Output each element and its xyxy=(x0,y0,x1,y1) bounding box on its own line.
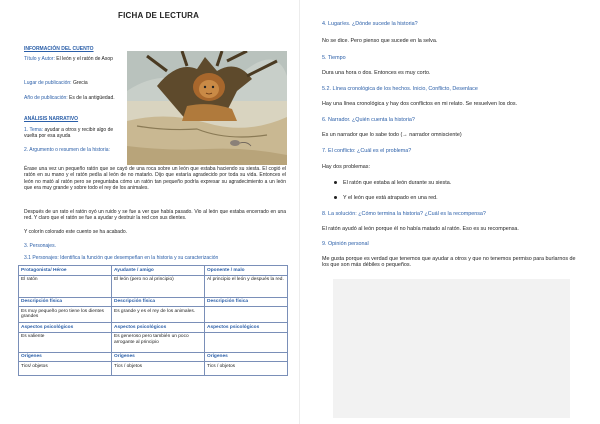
table-cell: Tics/ objetos xyxy=(19,362,112,376)
q52-heading: 5.2. Línea cronológica de los hechos. Inicio, Conflicto, Desenlace xyxy=(322,86,478,92)
table-cell: Descripción física xyxy=(112,297,205,307)
table-cell xyxy=(205,332,288,352)
a7-bullet-2-text: Y el león que está atrapado en una red. xyxy=(343,195,438,201)
a4-text: No se dice. Pero pienso que sucede en la selva. xyxy=(322,38,438,44)
lugar-label: Lugar de publicación: xyxy=(24,80,72,86)
lugar-value: Grecia xyxy=(72,80,88,86)
anio-label: Año de publicación: xyxy=(24,95,68,101)
table-cell: Orígenes xyxy=(19,352,112,362)
analisis-heading: ANÁLISIS NARRATIVO xyxy=(24,116,79,122)
a9-text: Me gusta porque es verdad que tenemos que ayudar a otros y que no tenemos permiso para burlarnos de los que son más débiles o pequeños. xyxy=(322,256,576,269)
table-cell: Al principio el león y después la red. xyxy=(205,275,288,297)
q4-heading: 4. Lugar/es. ¿Dónde sucede la historia? xyxy=(322,21,418,27)
table-row xyxy=(19,297,288,307)
a6-text: Es un narrador que lo sabe todo (→ narrador omnisciente) xyxy=(322,132,462,138)
bullet-icon xyxy=(334,181,337,184)
a7-bullet-1-text: El ratón que estaba al león durante su siesta. xyxy=(343,180,452,186)
argumento-p3: Y colorín colorado este cuento se ha acabado. xyxy=(24,229,128,235)
anio-field xyxy=(24,95,124,101)
titulo-field xyxy=(24,56,124,62)
table-cell: Protagonista/ Héroe xyxy=(19,266,112,276)
table-cell: El ratón xyxy=(19,275,112,297)
image-placeholder xyxy=(333,279,570,418)
a8-text: El ratón ayudó al león porque él no había matado al ratón. Eso es su recompensa. xyxy=(322,226,519,232)
q6-heading: 6. Narrador. ¿Quién cuenta la historia? xyxy=(322,117,415,123)
table-cell: Ayudante / amigo xyxy=(112,266,205,276)
table-cell: Aspectos psicológicos xyxy=(112,323,205,333)
characters-table xyxy=(18,265,288,376)
argumento-label: 2. Argumento o resumen de la historia: xyxy=(24,147,110,153)
lion-mouse-illustration xyxy=(127,51,287,165)
table-row xyxy=(19,362,288,376)
anio-value: Es de la antigüedad. xyxy=(69,95,115,101)
table-row xyxy=(19,307,288,323)
table-cell: El león (pero no al principio) xyxy=(112,275,205,297)
info-heading: INFORMACIÓN DEL CUENTO xyxy=(24,46,94,52)
a7-bullet-2 xyxy=(334,195,438,201)
titulo-value: El león y el ratón de Asop xyxy=(56,56,113,62)
table-cell: Aspectos psicológicos xyxy=(205,323,288,333)
table-cell: Es generoso pero también un poco arrogante al principio xyxy=(112,332,205,352)
table-cell: Es grande y es el rey de los animales. xyxy=(112,307,205,323)
tema-field xyxy=(24,127,124,140)
table-row xyxy=(19,275,288,297)
tema-label: 1. Tema: xyxy=(24,127,44,133)
page-title: FICHA DE LECTURA xyxy=(118,11,200,20)
lugar-field xyxy=(24,80,124,86)
table-cell: Es muy pequeño pero tiene los dientes grandes xyxy=(19,307,112,323)
a7-text: Hay dos problemas: xyxy=(322,164,370,170)
table-cell xyxy=(205,307,288,323)
table-cell: Descripción física xyxy=(19,297,112,307)
personajes-label: 3. Personajes. xyxy=(24,243,56,249)
argumento-p1: Érase una vez un pequeño ratón que se cayó de una roca sobre un león que estaba haciendo su siesta. El cogió el ratón en su mano y el ratón pedía al león de no matarlo. Dijo que estaría agradecido por toda su vida. Entonces el león no mató al ratón pero se preguntaba cómo un ratón tan pequeño podría expresar su agradecimiento a un león que era muy grande y sobre todo el rey de los animales. xyxy=(24,166,286,191)
table-cell: Aspectos psicológicos xyxy=(19,323,112,333)
argumento-p2: Después de un rato el ratón oyó un ruido y se fue a ver que había pasado. Vio al león que estaba encerrado en una red. Y claro que el ratón se fue a ayudar y destruir la red con sus dientes. xyxy=(24,209,286,222)
q7-heading: 7. El conflicto: ¿Cuál es el problema? xyxy=(322,148,412,154)
q9-heading: 9. Opinión personal xyxy=(322,241,369,247)
table-row xyxy=(19,323,288,333)
table-cell: Orígenes xyxy=(205,352,288,362)
a52-text: Hay una línea cronológica y hay dos conflictos en mi relato. Se resuelven los dos. xyxy=(322,101,518,107)
a7-bullet-1 xyxy=(334,180,451,186)
bullet-icon xyxy=(334,196,337,199)
table-cell: Orígenes xyxy=(112,352,205,362)
table-row xyxy=(19,352,288,362)
q8-heading: 8. La solución: ¿Cómo termina la historia? ¿Cuál es la recompensa? xyxy=(322,211,486,217)
table-cell: Tics / objetos xyxy=(112,362,205,376)
table-row xyxy=(19,266,288,276)
tema-value: ayudar a otros y recibir algo de vuelta por esa ayuda xyxy=(24,127,114,140)
table-cell: Es valiente xyxy=(19,332,112,352)
q5-heading: 5. Tiempo xyxy=(322,55,346,61)
table-cell: Oponente / malo xyxy=(205,266,288,276)
table-cell: Descripción física xyxy=(205,297,288,307)
a5-text: Dura una hora o dos. Entonces es muy corto. xyxy=(322,70,431,76)
table-cell: Tics / objetos xyxy=(205,362,288,376)
personajes-sub: 3.1 Personajes: Identifica la función que desempeñan en la historia y su caracterización xyxy=(24,255,219,261)
table-row xyxy=(19,332,288,352)
titulo-label: Título y Autor: xyxy=(24,56,55,62)
